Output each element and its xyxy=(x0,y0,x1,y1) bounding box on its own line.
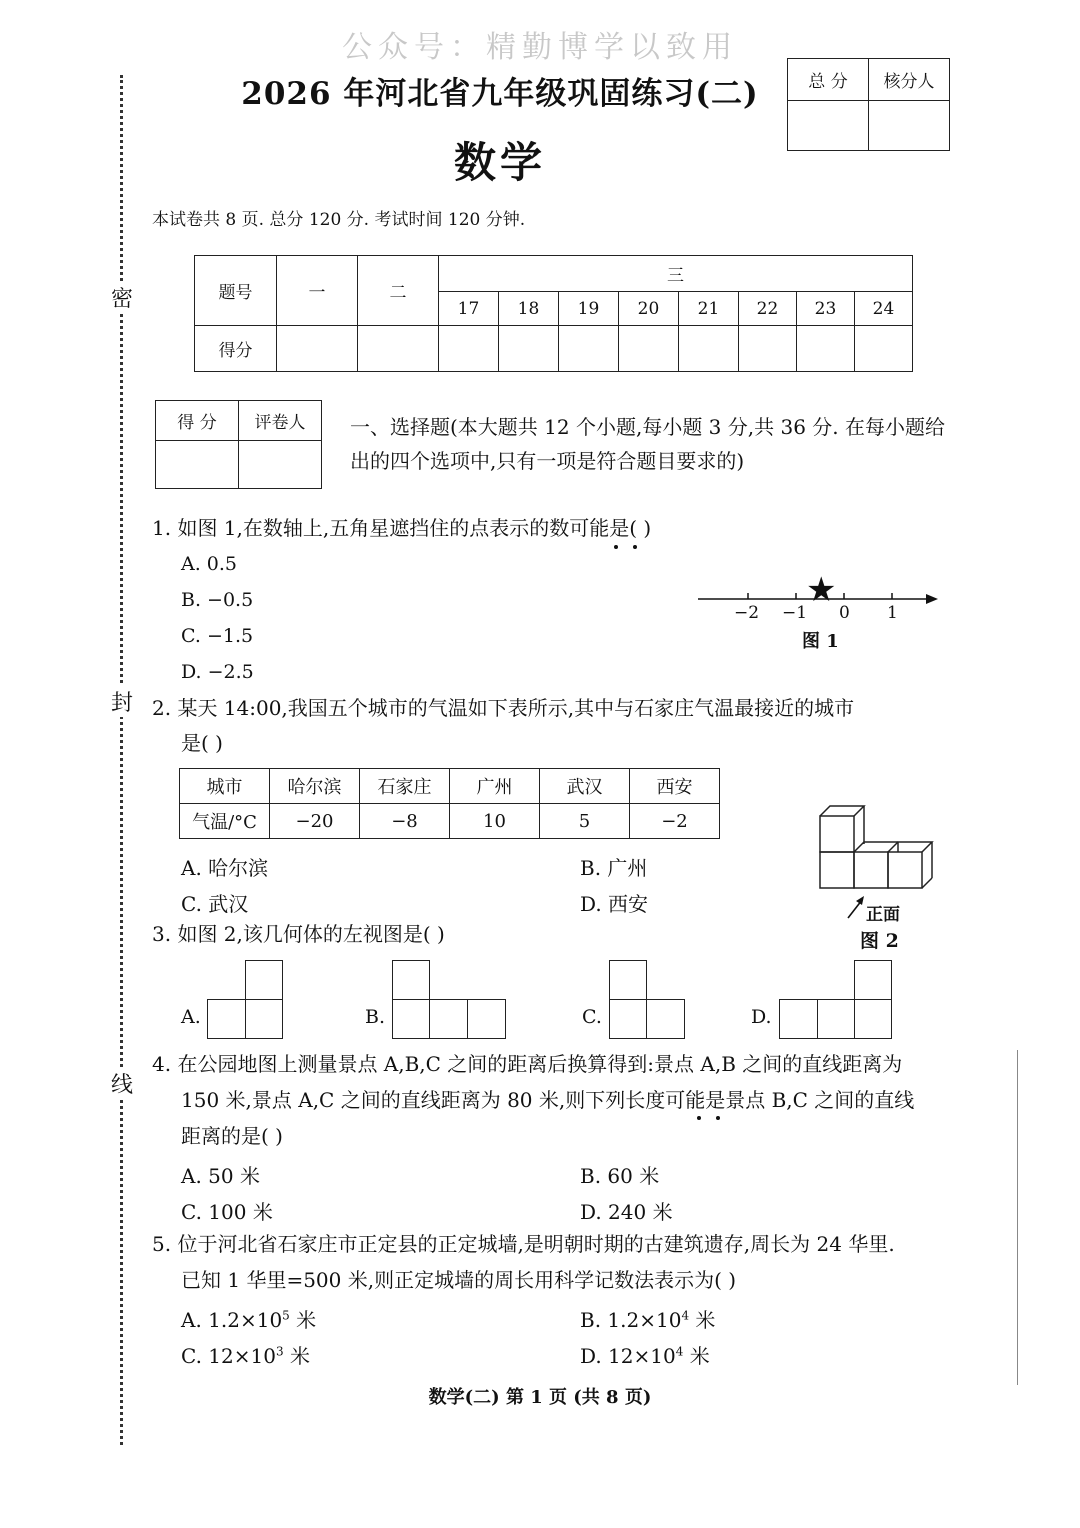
score-cell[interactable] xyxy=(499,326,559,372)
q4-option-b[interactable]: B. 60 米 xyxy=(580,1164,660,1188)
q1-option-a[interactable]: A. 0.5 xyxy=(181,553,238,575)
page-edge-line xyxy=(1017,1050,1018,1385)
q2-option-c[interactable]: C. 武汉 xyxy=(181,892,249,916)
table-header: 哈尔滨 xyxy=(270,769,360,804)
q-number-cell: 19 xyxy=(559,292,619,326)
emphasis-dot xyxy=(697,1116,701,1120)
view-square xyxy=(817,999,855,1039)
table-cell: −8 xyxy=(360,804,450,839)
q1-option-d[interactable]: D. −2.5 xyxy=(181,661,254,683)
q2-option-a[interactable]: A. 哈尔滨 xyxy=(181,856,269,880)
figure-2-solid xyxy=(808,800,958,950)
section-1-header: 一 xyxy=(277,256,358,326)
figure-1-number-line xyxy=(690,570,950,655)
q2-option-d[interactable]: D. 西安 xyxy=(580,892,649,916)
figure-2-caption: 图 2 xyxy=(860,930,899,952)
table-header: 西安 xyxy=(630,769,720,804)
view-square xyxy=(245,999,283,1039)
q2-stem-line2: 是( ) xyxy=(181,731,223,755)
view-square xyxy=(392,999,430,1039)
grader-score-label: 得 分 xyxy=(156,401,239,441)
q5-line1: 5. 位于河北省石家庄市正定县的正定城墙,是明朝时期的古建筑遗存,周长为 24 华里. xyxy=(152,1232,895,1256)
q4-option-d[interactable]: D. 240 米 xyxy=(580,1200,673,1224)
exam-intro: 本试卷共 8 页. 总分 120 分. 考试时间 120 分钟. xyxy=(152,210,526,230)
view-square xyxy=(854,960,892,1000)
tick-label: 1 xyxy=(887,603,898,623)
view-square xyxy=(609,960,647,1000)
view-square xyxy=(609,999,647,1039)
q5-option-b[interactable] xyxy=(580,1304,715,1333)
table-header: 广州 xyxy=(450,769,540,804)
cube-solid-drawing xyxy=(808,800,958,900)
view-square xyxy=(429,999,468,1039)
q3-option-d[interactable]: D. xyxy=(751,1006,772,1028)
score-cell[interactable] xyxy=(277,326,358,372)
table-cell: −20 xyxy=(270,804,360,839)
option-unit: 米 xyxy=(283,1344,310,1368)
grader-score-cell[interactable] xyxy=(156,441,239,489)
view-square xyxy=(854,999,892,1039)
score-cell[interactable] xyxy=(797,326,855,372)
q-number-cell: 24 xyxy=(855,292,913,326)
q-number-cell: 17 xyxy=(439,292,499,326)
q4-line2: 150 米,景点 A,C 之间的直线距离为 80 米,则下列长度可能是景点 B,C 之间的直线 xyxy=(181,1088,915,1112)
tick-label: 0 xyxy=(839,603,850,623)
q3-option-c[interactable]: C. xyxy=(582,1006,602,1028)
q3-option-b[interactable]: B. xyxy=(365,1006,386,1028)
q-number-cell: 18 xyxy=(499,292,559,326)
section-3-header: 三 xyxy=(439,256,913,292)
q5-line2: 已知 1 华里=500 米,则正定城墙的周长用科学记数法表示为( ) xyxy=(181,1268,737,1292)
section-1-heading: 一、选择题(本大题共 12 个小题,每小题 3 分,共 36 分. 在每小题给出的四个选项中,只有一项是符合题目要求的) xyxy=(350,415,945,473)
exponent: 3 xyxy=(275,1344,284,1359)
margin-char-line: 线 xyxy=(110,1068,134,1099)
score-cell[interactable] xyxy=(679,326,739,372)
q1-stem: 1. 如图 1,在数轴上,五角星遮挡住的点表示的数可能是( ) xyxy=(152,516,652,540)
table-cell: 5 xyxy=(540,804,630,839)
page-footer: 数学(二) 第 1 页 (共 8 页) xyxy=(428,1387,652,1408)
star-icon: ★ xyxy=(806,570,837,610)
question-number-label: 题号 xyxy=(195,256,277,326)
score-cell[interactable] xyxy=(358,326,439,372)
subject-title: 数学 xyxy=(453,138,546,187)
q-number-cell: 21 xyxy=(679,292,739,326)
table-cell: 10 xyxy=(450,804,540,839)
total-label: 总 分 xyxy=(788,59,869,101)
section-2-header: 二 xyxy=(358,256,439,326)
q5-option-d[interactable] xyxy=(580,1340,710,1369)
option-text: A. 1.2×10 xyxy=(181,1308,283,1332)
option-text: D. 12×10 xyxy=(580,1344,676,1368)
table-header: 城市 xyxy=(180,769,270,804)
score-table xyxy=(194,255,913,372)
exponent: 5 xyxy=(282,1308,290,1323)
exam-title: 2026 年河北省九年级巩固练习(二) xyxy=(241,76,759,112)
emphasis-dot xyxy=(633,545,637,549)
score-row-label: 得分 xyxy=(195,326,277,372)
checker-cell[interactable] xyxy=(869,101,950,151)
emphasis-dot xyxy=(614,545,618,549)
score-cell[interactable] xyxy=(619,326,679,372)
view-square xyxy=(245,960,283,1000)
view-square xyxy=(779,999,818,1039)
front-label: 正面 xyxy=(866,905,900,925)
q4-option-a[interactable]: A. 50 米 xyxy=(181,1164,260,1188)
exponent: 4 xyxy=(681,1308,690,1323)
q-number-cell: 23 xyxy=(797,292,855,326)
watermark: 公众号：精勤博学以致用 xyxy=(342,30,738,65)
grader-label: 评卷人 xyxy=(239,401,322,441)
margin-char-seal: 密 xyxy=(110,282,134,313)
tick-label: −1 xyxy=(782,603,808,623)
score-cell[interactable] xyxy=(855,326,913,372)
view-square xyxy=(467,999,506,1039)
q4-option-c[interactable]: C. 100 米 xyxy=(181,1200,273,1224)
table-cell: 气温/°C xyxy=(180,804,270,839)
option-unit: 米 xyxy=(683,1344,710,1368)
q5-option-a[interactable] xyxy=(181,1304,316,1333)
q3-stem: 3. 如图 2,该几何体的左视图是( ) xyxy=(152,922,445,946)
q-number-cell: 22 xyxy=(739,292,797,326)
margin-char-envelope: 封 xyxy=(110,686,134,717)
table-header: 武汉 xyxy=(540,769,630,804)
q4-line3: 距离的是( ) xyxy=(181,1124,283,1148)
exponent: 4 xyxy=(675,1344,684,1359)
total-score-box xyxy=(787,58,950,151)
temperature-table xyxy=(179,768,720,839)
q1-option-c[interactable]: C. −1.5 xyxy=(181,625,254,647)
score-cell[interactable] xyxy=(439,326,499,372)
q3-option-a[interactable]: A. xyxy=(181,1006,201,1028)
option-text: C. 12×10 xyxy=(181,1344,276,1368)
checker-label: 核分人 xyxy=(869,59,950,101)
view-square xyxy=(207,999,246,1039)
view-square xyxy=(392,960,430,1000)
q-number-cell: 20 xyxy=(619,292,679,326)
score-cell[interactable] xyxy=(559,326,619,372)
option-unit: 米 xyxy=(689,1308,716,1332)
q5-option-c[interactable] xyxy=(181,1340,310,1369)
view-square xyxy=(646,999,685,1039)
grader-name-cell[interactable] xyxy=(239,441,322,489)
tick-label: −2 xyxy=(734,603,760,623)
option-text: B. 1.2×10 xyxy=(580,1308,682,1332)
table-cell: −2 xyxy=(630,804,720,839)
binding-line xyxy=(120,75,123,1445)
q2-option-b[interactable]: B. 广州 xyxy=(580,856,648,880)
figure-1-caption: 图 1 xyxy=(802,631,839,652)
table-header: 石家庄 xyxy=(360,769,450,804)
q2-stem-line1: 2. 某天 14:00,我国五个城市的气温如下表所示,其中与石家庄气温最接近的城市 xyxy=(152,696,855,720)
option-unit: 米 xyxy=(289,1308,317,1332)
emphasis-dot xyxy=(716,1116,720,1120)
q1-option-b[interactable]: B. −0.5 xyxy=(181,589,254,611)
q4-line1: 4. 在公园地图上测量景点 A,B,C 之间的距离后换算得到:景点 A,B 之间的直线距离为 xyxy=(152,1052,903,1076)
total-cell[interactable] xyxy=(788,101,869,151)
grader-box xyxy=(155,400,322,489)
score-cell[interactable] xyxy=(739,326,797,372)
